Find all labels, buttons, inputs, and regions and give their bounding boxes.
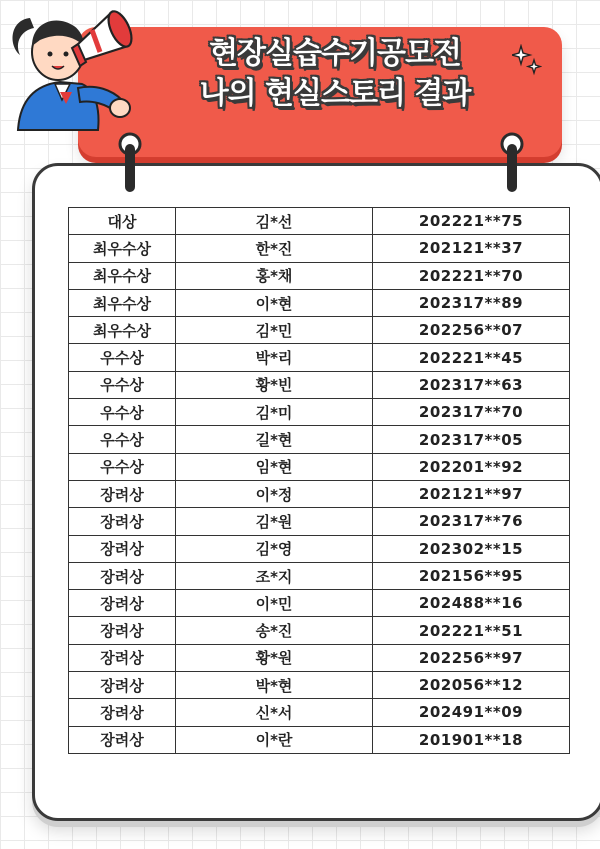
name-cell: 김*영 [176, 535, 373, 562]
award-cell: 장려상 [69, 590, 176, 617]
table-row [69, 726, 570, 753]
name-cell: 김*민 [176, 317, 373, 344]
award-cell: 최우수상 [69, 317, 176, 344]
award-cell: 우수상 [69, 371, 176, 398]
award-cell: 우수상 [69, 426, 176, 453]
binder-ring-icon [500, 132, 524, 196]
award-cell: 우수상 [69, 344, 176, 371]
student-id-cell: 202201**92 [373, 453, 570, 480]
name-cell: 박*리 [176, 344, 373, 371]
award-cell: 우수상 [69, 399, 176, 426]
name-cell: 박*현 [176, 672, 373, 699]
name-cell: 김*선 [176, 208, 373, 235]
award-cell: 대상 [69, 208, 176, 235]
award-cell: 장려상 [69, 644, 176, 671]
student-id-cell: 202221**45 [373, 344, 570, 371]
name-cell: 길*현 [176, 426, 373, 453]
student-id-cell: 202317**63 [373, 371, 570, 398]
name-cell: 이*현 [176, 289, 373, 316]
binder-ring-icon [118, 132, 142, 196]
student-id-cell: 202221**75 [373, 208, 570, 235]
award-cell: 장려상 [69, 480, 176, 507]
table-row [69, 426, 570, 453]
award-cell: 우수상 [69, 453, 176, 480]
student-id-cell: 202056**12 [373, 672, 570, 699]
results-table-wrap [68, 207, 566, 754]
table-row [69, 371, 570, 398]
award-cell: 장려상 [69, 508, 176, 535]
table-row [69, 208, 570, 235]
award-cell: 장려상 [69, 617, 176, 644]
student-id-cell: 202156**95 [373, 562, 570, 589]
table-row [69, 644, 570, 671]
name-cell: 김*미 [176, 399, 373, 426]
name-cell: 한*진 [176, 235, 373, 262]
page-title-line2: 나의 현실스토리 결과 [199, 76, 471, 111]
name-cell: 이*란 [176, 726, 373, 753]
award-cell: 장려상 [69, 726, 176, 753]
results-table [68, 207, 570, 754]
table-row [69, 590, 570, 617]
name-cell: 김*원 [176, 508, 373, 535]
name-cell: 임*현 [176, 453, 373, 480]
student-id-cell: 202302**15 [373, 535, 570, 562]
student-id-cell: 202317**05 [373, 426, 570, 453]
table-row [69, 317, 570, 344]
table-row [69, 235, 570, 262]
table-row [69, 344, 570, 371]
award-cell: 최우수상 [69, 289, 176, 316]
student-id-cell: 202221**70 [373, 262, 570, 289]
table-row [69, 672, 570, 699]
name-cell: 송*진 [176, 617, 373, 644]
name-cell: 신*서 [176, 699, 373, 726]
megaphone-girl-icon [0, 0, 150, 140]
award-cell: 장려상 [69, 562, 176, 589]
student-id-cell: 202317**89 [373, 289, 570, 316]
table-row [69, 562, 570, 589]
student-id-cell: 202491**09 [373, 699, 570, 726]
page-title-line1: 현장실습수기공모전 [209, 36, 461, 71]
student-id-cell: 202256**97 [373, 644, 570, 671]
name-cell: 황*빈 [176, 371, 373, 398]
table-row [69, 453, 570, 480]
student-id-cell: 202317**70 [373, 399, 570, 426]
award-cell: 최우수상 [69, 235, 176, 262]
name-cell: 이*정 [176, 480, 373, 507]
name-cell: 홍*채 [176, 262, 373, 289]
student-id-cell: 202121**97 [373, 480, 570, 507]
sparkle-icon [512, 44, 542, 78]
table-row [69, 699, 570, 726]
table-row [69, 617, 570, 644]
table-row [69, 480, 570, 507]
student-id-cell: 202221**51 [373, 617, 570, 644]
award-cell: 장려상 [69, 672, 176, 699]
award-cell: 장려상 [69, 699, 176, 726]
table-row [69, 262, 570, 289]
table-row [69, 399, 570, 426]
name-cell: 조*지 [176, 562, 373, 589]
student-id-cell: 202256**07 [373, 317, 570, 344]
student-id-cell: 201901**18 [373, 726, 570, 753]
results-table-body [69, 208, 570, 754]
table-row [69, 508, 570, 535]
name-cell: 이*민 [176, 590, 373, 617]
award-cell: 최우수상 [69, 262, 176, 289]
student-id-cell: 202317**76 [373, 508, 570, 535]
table-row [69, 289, 570, 316]
award-cell: 장려상 [69, 535, 176, 562]
name-cell: 황*원 [176, 644, 373, 671]
student-id-cell: 202121**37 [373, 235, 570, 262]
student-id-cell: 202488**16 [373, 590, 570, 617]
table-row [69, 535, 570, 562]
